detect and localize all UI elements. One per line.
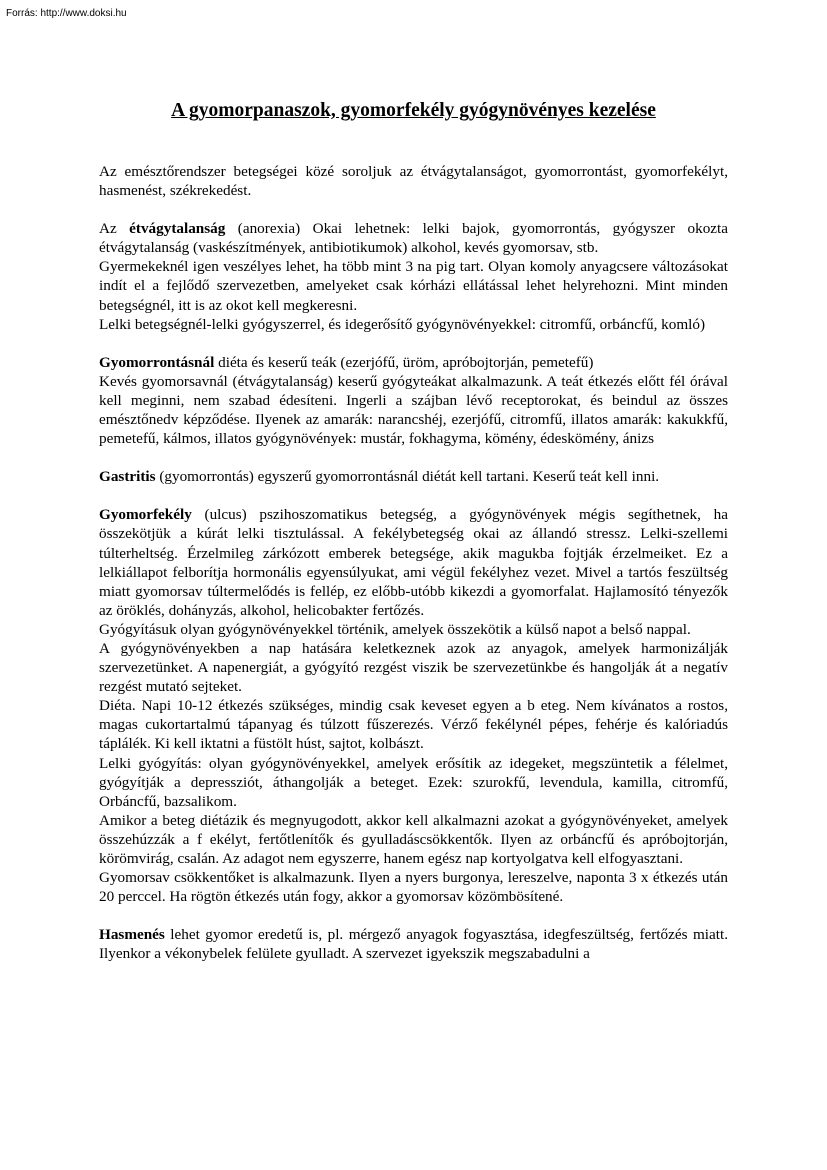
- gyomorsav-paragraph: Kevés gyomorsavnál (étvágytalanság) keserű gyógyteákat alkalmazunk. A teát étkezés előtt fél órával kell meginni, nem szabad édesíteni. Ingerli a szájban lévő receptorokat, és beindul az összes emésztőnedv képződése. Ilyenek az amarák: narancshéj, ezerjófű, citromfű, illatos amarák: kakukkfű, pemetefű, kálmos, illatos gyógynövények: mustár, fokhagyma, kömény, édeskömény, ánizs: [99, 372, 728, 448]
- hasmenes-paragraph: Hasmenés lehet gyomor eredetű is, pl. mérgező anyagok fogyasztása, idegfeszültség, fertőzés miatt. Ilyenkor a vékonybelek felülete gyulladt. A szervezet igyekszik megszabadulni a: [99, 926, 728, 963]
- source-label: Forrás: http://www.doksi.hu: [6, 8, 127, 19]
- etvagytalansag-term: étvágytalanság: [129, 220, 226, 238]
- gastritis-paragraph: Gastritis (gyomorrontás) egyszerű gyomorrontásnál diétát kell tartani. Keserű teát kell inni.: [99, 468, 660, 486]
- gyogynoveny-nap-paragraph: A gyógynövényekben a nap hatására keletkeznek azok az anyagok, amelyek harmonizálják szervezetünket. A napenergiát, a gyógyító rezgést viszik be szervezetünkbe és hangolják át a negatív rezgést mutató sejteket.: [99, 639, 728, 696]
- hasmenes-term: Hasmenés: [99, 926, 165, 944]
- article-body: [99, 162, 728, 963]
- etvagytalansag-paragraph: Az étvágytalanság (anorexia) Okai lehetnek: lelki bajok, gyomorrontás, gyógyszer okozta étvágytalanság (vaskészítmények, antibiotikumok) alkohol, kevés gyomorsav, stb.: [99, 220, 728, 257]
- gastritis-term: Gastritis: [99, 468, 156, 486]
- page-title: A gyomorpanaszok, gyomorfekély gyógynövényes kezelése: [171, 100, 656, 121]
- gyomorfekely-paragraph: Gyomorfekély (ulcus) pszihoszomatikus betegség, a gyógynövények mégis segíthetnek, ha összekötjük a kúrát lelki tisztulással. A fekélybetegség okai az állandó stressz. Lelki-szellemi túlterheltség. Érzelmileg zárkózott emberek betegsége, akik magukba fojtják érzelmeiket. Ez a lelkiállapot felborítja hormonális egyensúlyukat, ami végül fekélyhez vezet. Mivel a tartós feszültség miatt gyomorsav túltermelődés is fellép, ez előbb-utóbb kikezdi a gyomorfalat. Hajlamosító tényezők az öröklés, dohányzás, alkohol, helicobakter fertőzés.: [99, 506, 728, 619]
- gyomorrontas-term: Gyomorrontásnál: [99, 353, 215, 371]
- gyomorsav-csokkentok-paragraph: Gyomorsav csökkentőket is alkalmazunk. Ilyen a nyers burgonya, lereszelve, naponta 3 x étkezés után 20 perccel. Ha rögtön étkezés után fogy, akkor a gyomorsav közömbösítené.: [99, 869, 728, 906]
- etvagytalansag-mental-paragraph: Lelki betegségnél-lelki gyógyszerrel, és idegerősítő gyógynövényekkel: citromfű, orbáncfű, komló): [99, 315, 706, 333]
- gyogyitas-paragraph: Gyógyításuk olyan gyógynövényekkel történik, amelyek összekötik a külső napot a belső nappal.: [99, 620, 691, 638]
- gyomorfekely-term: Gyomorfekély: [99, 506, 192, 524]
- gyomorrontas-paragraph: Gyomorrontásnál diéta és keserű teák (ezerjófű, üröm, apróbojtorján, pemetefű): [99, 353, 594, 371]
- fekely-kezeles-paragraph: Amikor a beteg diétázik és megnyugodott, akkor kell alkalmazni azokat a gyógynövényeket, amelyek összehúzzák a f ekélyt, fertőtlenítők és gyulladáscsökkentők. Ilyen az orbáncfű és apróbojtorján, körömvirág, csalán. Az adagot nem egyszerre, hanem egész nap kortyolgatva kell elfogyasztani.: [99, 811, 728, 867]
- etvagytalansag-children-paragraph: Gyermekeknél igen veszélyes lehet, ha több mint 3 na pig tart. Olyan komoly anyagcsere változásokat indít el a fejlődő szervezetben, amelyeket csak kórházi ellátással lehet helyrehozni. Mint minden betegségnél, itt is az okot kell megkeresni.: [99, 258, 728, 314]
- lelki-gyogyitas-paragraph: Lelki gyógyítás: olyan gyógynövényekkel, amelyek erősítik az idegeket, megszüntetik a félelmet, gyógyítják a depressziót, áthangolják a beteget. Ezek: szurokfű, levendula, kamilla, citromfű, Orbáncfű, bazsalikom.: [99, 754, 728, 810]
- intro-paragraph: Az emésztőrendszer betegségei közé soroljuk az étvágytalanságot, gyomorrontást, gyomorfekélyt, hasmenést, székrekedést.: [99, 163, 728, 200]
- dieta-paragraph: Diéta. Napi 10-12 étkezés szükséges, mindig csak keveset egyen a b eteg. Nem kívánatos a rostos, magas cukortartalmú tápanyag és túlzott fűszerezés. Vérző fekélynél pépes, fehérje és kalóriadús táplálék. Ki kell iktatni a füstölt húst, sajtot, kolbászt.: [99, 697, 728, 753]
